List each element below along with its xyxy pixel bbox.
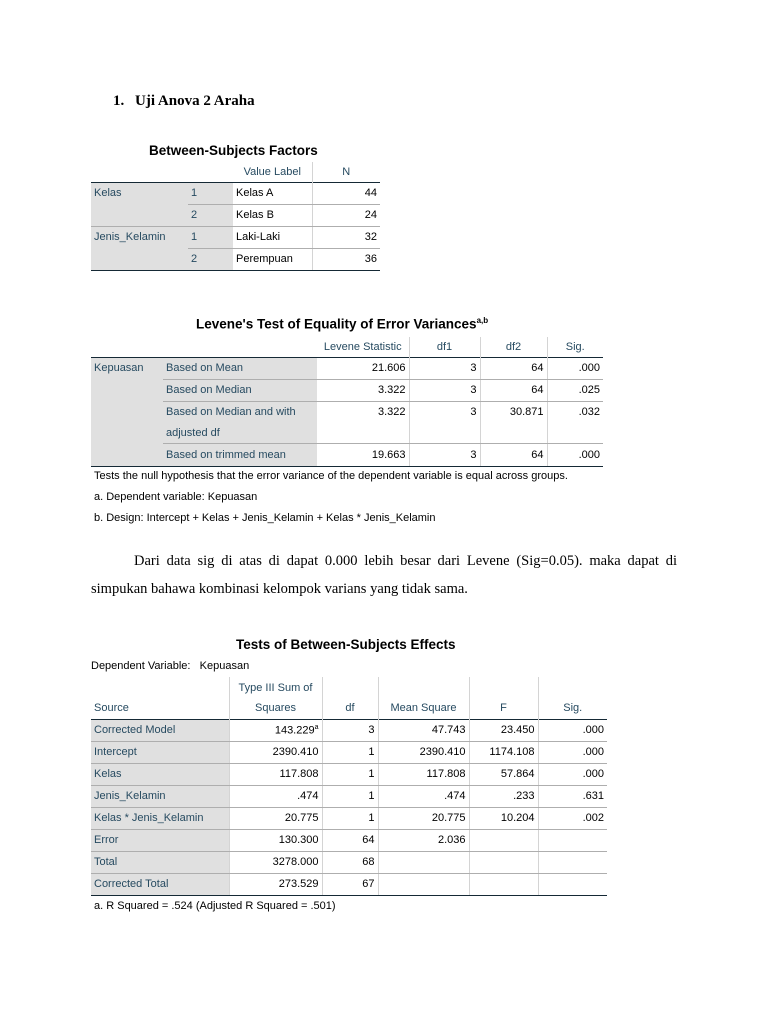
- effects-source: Total: [91, 851, 229, 873]
- effects-ss: 3278.000: [229, 851, 322, 873]
- effects-dependent-variable: Dependent Variable: Kepuasan: [91, 660, 250, 672]
- bsf-factor-jenis-kelamin: Jenis_Kelamin: [91, 226, 188, 248]
- effects-source: Kelas: [91, 763, 229, 785]
- table-row: [91, 423, 603, 443]
- levene-title: Levene's Test of Equality of Error Variances$^{a,b}$: [196, 316, 489, 332]
- interpretation-paragraph: Dari data sig di atas di dapat 0.000 lebih besar dari Levene (Sig=0.05). maka dapat di simpukan bahawa kombinasi kelompok varians yang tidak sama.: [91, 553, 677, 597]
- effects-df: 1: [322, 741, 378, 763]
- effects-f: [469, 829, 538, 851]
- effects-header-ss-line2: Squares: [229, 698, 322, 719]
- levene-df2: 64: [480, 379, 547, 401]
- bsf-label: Kelas A: [233, 182, 312, 204]
- levene-variable: Kepuasan: [91, 357, 163, 379]
- effects-header-ss-line1: Type III Sum of: [229, 677, 322, 698]
- effects-source: Jenis_Kelamin: [91, 785, 229, 807]
- effects-f: 1174.108: [469, 741, 538, 763]
- table-row: [91, 741, 607, 763]
- table-row: [91, 226, 380, 248]
- effects-sig: [538, 851, 607, 873]
- table-row: [91, 807, 607, 829]
- effects-source: Corrected Model: [91, 719, 229, 741]
- effects-ss: 273.529: [229, 873, 322, 895]
- bsf-n: 24: [312, 204, 380, 226]
- levene-header-sig: Sig.: [547, 337, 603, 357]
- table-row: [91, 443, 603, 466]
- table-row: [91, 182, 380, 204]
- levene-sig: .000: [547, 443, 603, 466]
- bsf-n: 32: [312, 226, 380, 248]
- bsf-label: Laki-Laki: [233, 226, 312, 248]
- levene-header-statistic: Levene Statistic: [323, 340, 402, 353]
- levene-title-sup: a,b: [476, 316, 489, 325]
- effects-f: .233: [469, 785, 538, 807]
- table-row: [91, 851, 607, 873]
- section-heading: [113, 93, 255, 110]
- levene-row-label: Based on trimmed mean: [163, 443, 317, 466]
- effects-ms: [378, 851, 469, 873]
- levene-statistic: 3.322: [377, 406, 406, 419]
- bsf-header-value-label: Value Label: [243, 165, 301, 178]
- levene-statistic: 3.322: [317, 379, 409, 401]
- effects-sig: .631: [538, 785, 607, 807]
- effects-header-df: df: [322, 698, 378, 719]
- effects-f: [469, 873, 538, 895]
- levene-note: b. Design: Intercept + Kelas + Jenis_Kelamin + Kelas * Jenis_Kelamin: [94, 512, 436, 524]
- effects-f: [469, 851, 538, 873]
- effects-ss: 2390.410: [229, 741, 322, 763]
- effects-source: Error: [91, 829, 229, 851]
- bsf-value: 2: [188, 204, 233, 226]
- bsf-table: [91, 162, 380, 271]
- effects-ss: 117.808: [229, 763, 322, 785]
- levene-df2: 64: [480, 357, 547, 379]
- bsf-label: Kelas B: [233, 204, 312, 226]
- effects-title: Tests of Between-Subjects Effects: [236, 637, 456, 652]
- effects-ms: [378, 873, 469, 895]
- bsf-value: 2: [188, 248, 233, 270]
- effects-ms: 117.808: [378, 763, 469, 785]
- levene-header-df1: df1: [409, 337, 480, 357]
- effects-source: Intercept: [91, 741, 229, 763]
- effects-header-sig: Sig.: [538, 698, 607, 719]
- levene-df1: 3: [409, 357, 480, 379]
- effects-sig: [538, 829, 607, 851]
- effects-sig: .000: [538, 719, 607, 741]
- effects-ms: 47.743: [378, 719, 469, 741]
- effects-ms: 20.775: [378, 807, 469, 829]
- effects-ss: .474: [229, 785, 322, 807]
- effects-f: 10.204: [469, 807, 538, 829]
- effects-ss: 20.775: [229, 807, 322, 829]
- levene-sig: .025: [547, 379, 603, 401]
- effects-source: Corrected Total: [91, 873, 229, 895]
- levene-note: a. Dependent variable: Kepuasan: [94, 491, 258, 503]
- effects-header-source: Source: [94, 702, 129, 715]
- table-row: [91, 719, 607, 741]
- effects-header-f: F: [469, 698, 538, 719]
- bsf-header-n: N: [312, 162, 380, 182]
- levene-sig: .000: [547, 357, 603, 379]
- effects-source: Kelas * Jenis_Kelamin: [91, 807, 229, 829]
- levene-statistic: 21.606: [317, 357, 409, 379]
- table-row: [91, 873, 607, 895]
- effects-df: 64: [322, 829, 378, 851]
- table-row: [91, 379, 603, 401]
- levene-row-label-continued: adjusted df: [163, 423, 317, 443]
- effects-sig: .000: [538, 741, 607, 763]
- table-row: [91, 785, 607, 807]
- effects-table: [91, 677, 607, 896]
- bsf-n: 44: [312, 182, 380, 204]
- effects-f: 57.864: [469, 763, 538, 785]
- effects-note: a. R Squared = .524 (Adjusted R Squared = .501): [94, 900, 336, 912]
- levene-table: [91, 337, 603, 467]
- bsf-value: 1: [188, 182, 233, 204]
- section-number: 1.: [113, 93, 125, 109]
- bsf-title: Between-Subjects Factors: [149, 143, 318, 158]
- bsf-factor-kelas: Kelas: [91, 182, 188, 204]
- effects-ms: .474: [378, 785, 469, 807]
- levene-sig: .032: [547, 401, 603, 423]
- bsf-value: 1: [188, 226, 233, 248]
- effects-f: 23.450: [469, 719, 538, 741]
- table-row: [91, 763, 607, 785]
- effects-ss: 143.229$^a$: [229, 719, 322, 741]
- effects-ss-footnote: a: [314, 723, 319, 731]
- effects-df: 67: [322, 873, 378, 895]
- levene-row-label: Based on Median and with: [163, 401, 317, 423]
- effects-sig: [538, 873, 607, 895]
- levene-header-df2: df2: [480, 337, 547, 357]
- effects-df: 68: [322, 851, 378, 873]
- effects-df: 1: [322, 807, 378, 829]
- levene-df2: 64: [480, 443, 547, 466]
- effects-dependent-value: Kepuasan: [199, 660, 250, 672]
- table-row: [91, 204, 380, 226]
- table-row: [91, 248, 380, 270]
- levene-df1: 3: [409, 401, 480, 423]
- effects-ms: 2390.410: [378, 741, 469, 763]
- levene-note: Tests the null hypothesis that the error variance of the dependent variable is equal across groups.: [94, 470, 568, 482]
- table-row: [91, 357, 603, 379]
- effects-ms: 2.036: [378, 829, 469, 851]
- effects-sig: .000: [538, 763, 607, 785]
- levene-df1: 3: [409, 379, 480, 401]
- effects-sig: .002: [538, 807, 607, 829]
- levene-row-label: Based on Median: [163, 379, 317, 401]
- levene-row-label: Based on Mean: [163, 357, 317, 379]
- levene-df2: 30.871: [480, 401, 547, 423]
- effects-df: 3: [322, 719, 378, 741]
- effects-header-ms: Mean Square: [378, 698, 469, 719]
- effects-df: 1: [322, 763, 378, 785]
- levene-statistic: 19.663: [317, 443, 409, 466]
- bsf-label: Perempuan: [233, 248, 312, 270]
- levene-df1: 3: [409, 443, 480, 466]
- effects-df: 1: [322, 785, 378, 807]
- table-row: [91, 401, 603, 423]
- bsf-n: 36: [312, 248, 380, 270]
- table-row: [91, 829, 607, 851]
- effects-ss: 130.300: [229, 829, 322, 851]
- section-title: Uji Anova 2 Araha: [135, 93, 255, 109]
